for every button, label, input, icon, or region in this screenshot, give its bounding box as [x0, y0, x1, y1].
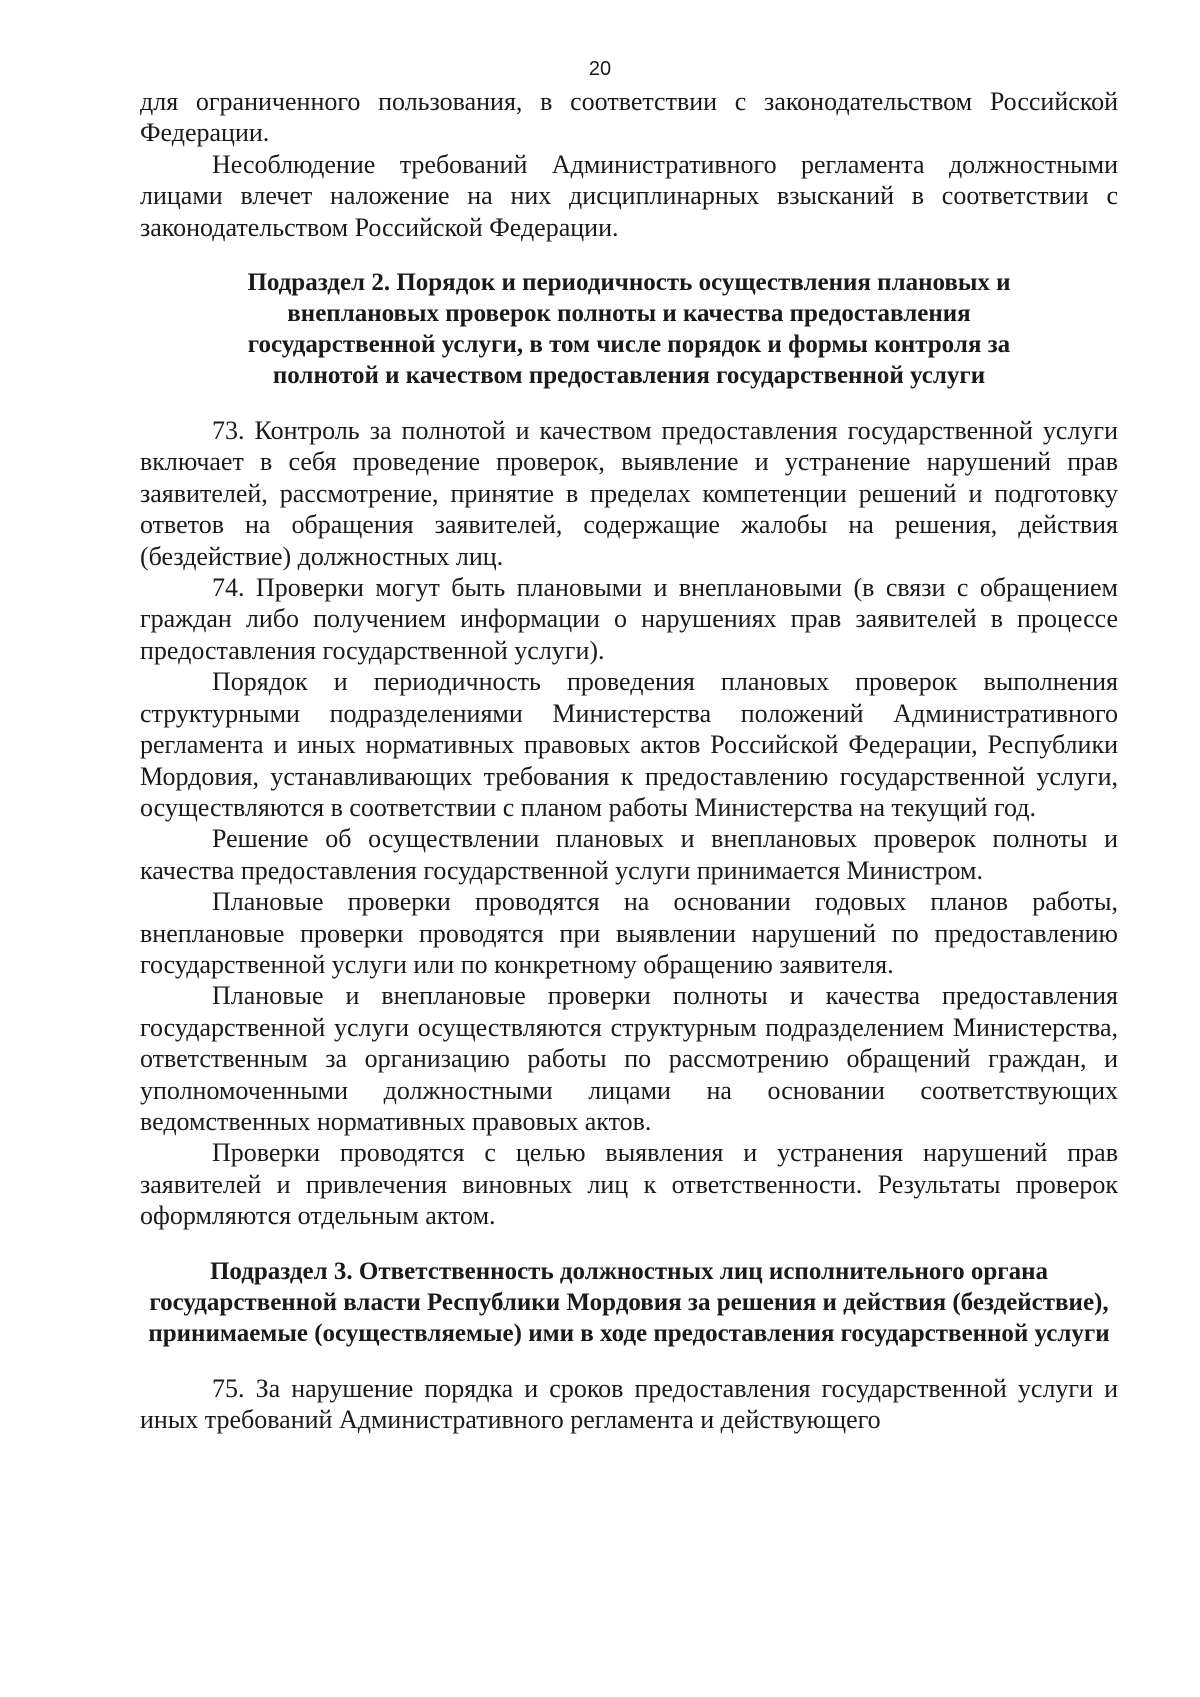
- subsection-3-heading: Подраздел 3. Ответственность должностных лиц исполнительного органа государственной власти Республики Мордовия за решения и действия (бездействие), принимаемые (осуществляемые) ими в ходе предоставления государственной услуги: [148, 1257, 1110, 1347]
- paragraph-planned-unplanned: Плановые проверки проводятся на основании годовых планов работы, внеплановые проверки проводятся при выявлении нарушений по предоставлению государственной услуги или по конкретному обращению заявителя.: [140, 887, 1118, 979]
- paragraph-73: 73. Контроль за полнотой и качеством предоставления государственной услуги включает в себя проведение проверок, выявление и устранение нарушений прав заявителей, рассмотрение, принятие в пределах компетенции решений и подготовку ответов на обращения заявителей, содержащие жалобы на решения, действия (бездействие) должностных лиц.: [140, 416, 1118, 571]
- subsection-2-heading: Подраздел 2. Порядок и периодичность осуществления плановых и внеплановых проверок полноты и качества предоставления государственной услуги, в том числе порядок и формы контроля за полнотой и качеством предоставления государственной услуги: [247, 269, 1011, 390]
- paragraph-74: 74. Проверки могут быть плановыми и внеплановыми (в связи с обращением граждан либо получением информации о нарушениях прав заявителей в процессе предоставления государственной услуги).: [140, 573, 1118, 665]
- paragraph-noncompliance: Несоблюдение требований Административного регламента должностными лицами влечет наложение на них дисциплинарных взысканий в соответствии с законодательством Российской Федерации.: [140, 149, 1118, 242]
- paragraph-75: 75. За нарушение порядка и сроков предоставления государственной услуги и иных требований Административного регламента и действующего: [140, 1373, 1118, 1434]
- paragraph-decision-minister: Решение об осуществлении плановых и внеплановых проверок полноты и качества предоставления государственной услуги принимается Министром.: [140, 824, 1118, 885]
- page-body: [140, 86, 1118, 1435]
- paragraph-checks-purpose: Проверки проводятся с целью выявления и устранения нарушений прав заявителей и привлечения виновных лиц к ответственности. Результаты проверок оформляются отдельным актом.: [140, 1138, 1118, 1231]
- paragraph-planned-checks-order: Порядок и периодичность проведения плановых проверок выполнения структурными подразделениями Министерства положений Административного регламента и иных нормативных правовых актов Российской Федерации, Республики Мордовия, устанавливающих требования к предоставлению государственной услуги, осуществляются в соответствии с планом работы Министерства на текущий год.: [140, 667, 1118, 822]
- paragraph-checks-performed-by: Плановые и внеплановые проверки полноты и качества предоставления государственной услуги осуществляются структурным подразделением Министерства, ответственным за организацию работы по рассмотрению обращений граждан, и уполномоченными должностными лицами на основании соответствующих ведомственных нормативных правовых актов.: [140, 981, 1118, 1136]
- page-number: 20: [588, 58, 612, 80]
- paragraph-continuation: для ограниченного пользования, в соответствии с законодательством Российской Федерации.: [140, 87, 1118, 148]
